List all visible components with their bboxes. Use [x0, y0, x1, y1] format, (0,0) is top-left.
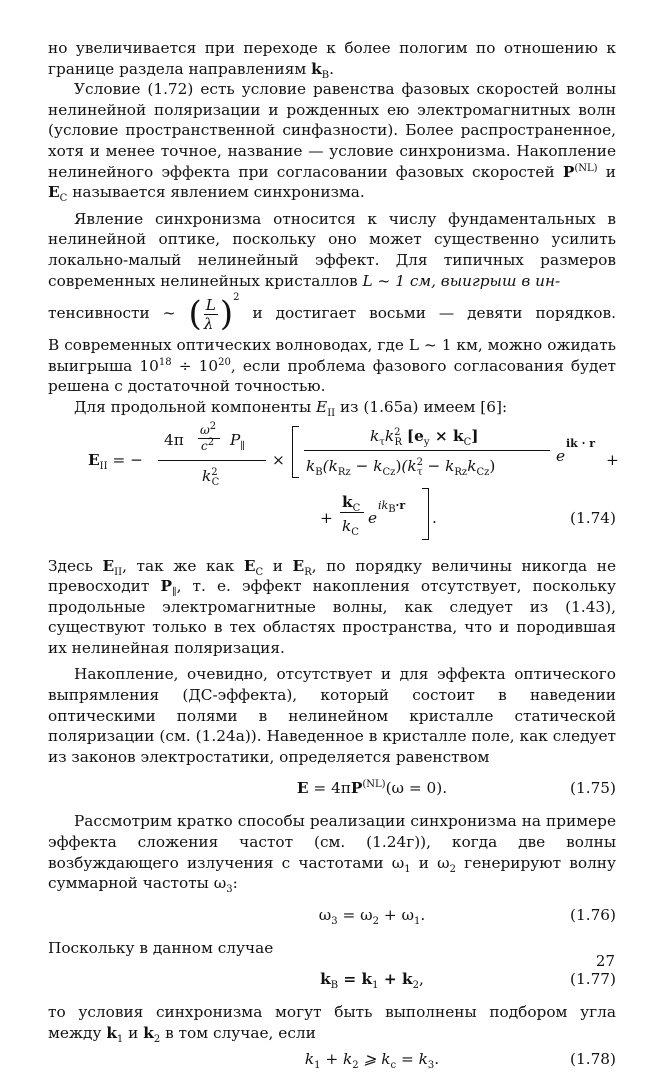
equation-body: $E = 4\pi P^{(NL)}(\omega = 0)$.: [296, 779, 448, 798]
paragraph-waveguides: [48, 335, 616, 397]
paragraph-continued: но увеличивается при переходе к более пологим по отношению к границе раздела направлениям $k_B$.: [48, 39, 616, 81]
text: ÷ 10: [171, 356, 219, 375]
eq-kc-den: $k_C$: [342, 516, 359, 538]
text-line: границе раздела направлениям: [48, 59, 312, 78]
fraction-numerator: L: [205, 295, 216, 314]
equation-1-77: [48, 968, 616, 990]
paragraph-here: Здесь $E_{II}$, так же как $E_C$ и $E_R$, по порядку величины никогда не превосходит $P_\parallel$, т. е. эффект накопления отсутствует, поскольку продольные электромагнитные волны, как следует из (1.43), существуют только в тех областях пространства, что и породившая их нелинейная поляризация.: [48, 556, 617, 657]
superscript: 20: [218, 356, 231, 368]
superscript: 2: [233, 292, 240, 304]
page-number: 27: [595, 952, 615, 970]
superscript: 18: [158, 356, 172, 368]
eq-exp: e: [556, 446, 566, 465]
subscript: C: [59, 193, 68, 205]
eq-lhs: $E_{II}$ = −: [88, 450, 143, 472]
eq-plus: +: [606, 450, 619, 469]
eq-exp-sup: ik · r: [566, 436, 596, 450]
eq-kc-num: $k_C$: [342, 492, 361, 514]
eq-numerator: 4π: [164, 430, 184, 449]
intensity-line: [48, 291, 616, 335]
eq-times: ×: [272, 450, 285, 469]
eq-inner-denominator: $k_B(k_{Rz} - k_{Cz})(k^2_\tau - k_{Rz}k_{Cz})$: [306, 456, 496, 478]
subscript: II: [327, 407, 336, 419]
equation-body: $\omega_3 = \omega_2 + \omega_1$.: [318, 905, 426, 927]
equation-number: (1.74): [570, 508, 616, 527]
fraction-L-lambda: [204, 296, 218, 333]
paragraph-longitudinal: [48, 397, 616, 418]
eq-P-parallel: $P_\parallel$: [230, 430, 245, 452]
eq-denominator: $k^2_C$: [202, 466, 220, 488]
eq-plus-2: +: [320, 508, 333, 527]
paren-left: (: [188, 294, 202, 335]
page-body: [48, 38, 619, 1082]
paren-right: ): [219, 294, 234, 335]
text: , если проблема фазового согласования будет решена с достаточной точностью.: [48, 356, 616, 396]
text: Для продольной компоненты: [74, 397, 317, 416]
eq-inner-numerator: $k_\tau k^2_R$ $[e_y \times k_C]$: [370, 426, 479, 448]
equation-1-74: [48, 420, 619, 546]
eq-close: .: [432, 508, 437, 527]
equation-1-76: [48, 904, 616, 926]
eq-omega-frac: $\omega^2$: [200, 420, 217, 437]
equation-1-78: [48, 1048, 616, 1070]
text: В современных оптических волноводах, где L ~ 1 км, можно ожидать выигрыша 10: [48, 336, 616, 375]
text: тенсивности: [48, 304, 150, 323]
equation-number: (1.75): [570, 779, 616, 798]
equation-body: $k_B = k_1 + k_2$,: [320, 970, 424, 992]
superscript: (NL): [574, 162, 598, 174]
text: L ~ 1 см, выигрыш в ин-: [362, 271, 561, 290]
symbol-E: E: [48, 183, 60, 202]
paragraph-synchronism-condition: [48, 79, 616, 203]
bracket-left: [292, 426, 299, 478]
equation-number: (1.77): [570, 970, 616, 989]
subscript: B: [321, 69, 330, 81]
paragraph-since: Поскольку в данном случае: [48, 938, 274, 957]
symbol-tilde: ~: [162, 304, 176, 323]
text: из (1.65а) имеем [6]:: [335, 397, 508, 416]
paragraph-consider: Рассмотрим кратко способы реализации синхронизма на примере эффекта сложения частот (см. (1.24г)), когда две волны возбуждающего излучения с частотами $\omega_1$ и $\omega_2$ генерируют волну суммарной частоты $\omega_3$:: [48, 812, 616, 896]
paragraph-accumulation: Накопление, очевидно, отсутствует и для эффекта оптического выпрямления (ДС-эффекта), который состоит в наведении оптическими полями в нелинейном кристалле статической поляризации (см. (1.24а)). Наведенное в кристалле поле, как следует из законов электростатики, определяется равенством: [48, 665, 616, 766]
equation-body: $k_1 + k_2$ ⩾ $k_c = k_3$.: [304, 1049, 440, 1071]
text: и достигает восьми — девяти порядков.: [252, 304, 616, 323]
equation-number: (1.78): [570, 1049, 616, 1068]
eq-exp2-sup: $ik_B\cdot r$: [378, 498, 406, 515]
paragraph-then: то условия синхронизма могут быть выполнены подбором угла между $k_1$ и $k_2$ в том случае, если: [48, 1003, 616, 1046]
text: и: [597, 162, 616, 181]
text-line: но увеличивается при переходе к более пологим по отношению к: [48, 39, 616, 57]
fraction-denominator: λ: [203, 314, 214, 333]
symbol-E: E: [316, 397, 328, 416]
symbol-P: P: [562, 162, 575, 181]
text: называется явлением синхронизма.: [67, 183, 365, 202]
text: Условие (1.72) есть условие равенства фазовых скоростей волны нелинейной поляризации и рожденных ею электромагнитных волн (условие пространственной синфазности). Более распространенное, хотя и менее точное, название — условие синхронизма. Накопление нелинейного эффекта при согласовании фазовых скоростей: [48, 80, 616, 181]
eq-exp2: e: [368, 508, 378, 527]
bracket-right: [422, 488, 429, 540]
text: Явление синхронизма относится к числу фундаментальных в нелинейной оптике, поскольку оно может существенно усилить локально-малый нелинейный эффект. Для типичных размеров современных нелинейных кристаллов: [48, 209, 616, 290]
equation-number: (1.76): [570, 905, 616, 924]
paragraph-fundamental: [48, 209, 616, 291]
symbol-k: k: [311, 59, 322, 78]
equation-1-75: [48, 777, 616, 799]
eq-c2: $c^2$: [201, 436, 215, 453]
